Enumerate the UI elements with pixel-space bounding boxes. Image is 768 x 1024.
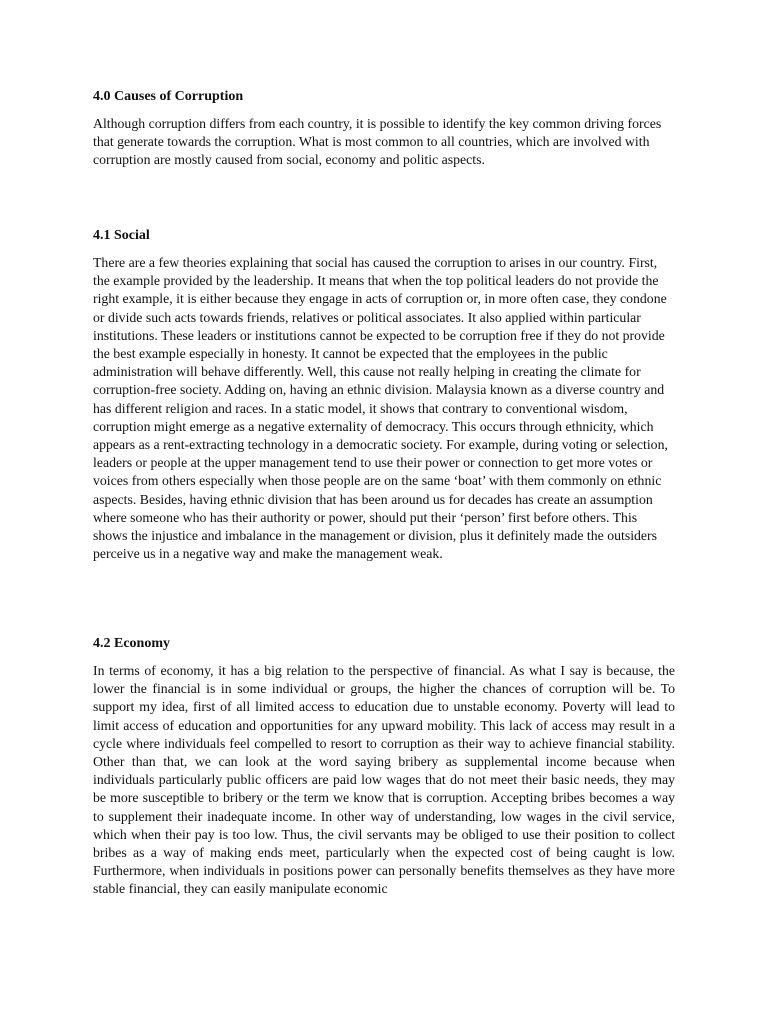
section-social (93, 227, 675, 563)
section-heading: 4.0 Causes of Corruption (93, 89, 244, 104)
section-heading: 4.1 Social (93, 228, 150, 243)
section-economy (93, 635, 675, 899)
section-paragraph: Although corruption differs from each country, it is possible to identify the key common driving forces that generate towards the corruption. What is most common to all countries, which are involved with corruption are mostly caused from social, economy and politic aspects. (93, 116, 662, 168)
section-causes-of-corruption (93, 88, 675, 170)
section-paragraph: In terms of economy, it has a big relation to the perspective of financial. As what I say is because, the lower the financial is in some individual or groups, the higher the chances of corruption will be. To support my idea, first of all limited access to education due to unstable economy. Poverty will lead to limit access of education and opportunities for any upward mobility. This lack of access may result in a cycle where individuals feel compelled to resort to corruption as their way to achieve financial stability. Other than that, we can look at the word saying bribery as supplemental income because when individuals particularly public officers are paid low wages that do not meet their basic needs, they may be more susceptible to bribery or the term we know that is corruption. Accepting bribes becomes a way to supplement their inadequate income. In other way of understanding, low wages in the civil service, which when their pay is too low. Thus, the civil servants may be obliged to use their position to collect bribes as a way of making ends meet, particularly when the expected cost of being caught is low. Furthermore, when individuals in positions power can personally benefits themselves as they have more stable financial, they can easily manipulate economic (93, 663, 675, 897)
section-paragraph: There are a few theories explaining that social has caused the corruption to arises in our country. First, the example provided by the leadership. It means that when the top political leaders do not provide the right example, it is either because they engage in acts of corruption or, in more often case, they condone or divide such acts towards friends, relatives or political associates. It also applied within particular institutions. These leaders or institutions cannot be expected to be corruption free if they do not provide the best example especially in honesty. It cannot be expected that the employees in the public administration will behave differently. Well, this cause not really helping in creating the climate for corruption-free society. Adding on, having an ethnic division. Malaysia known as a diverse country and has different religion and races. In a static model, it shows that contrary to conventional wisdom, corruption might emerge as a negative externality of democracy. This occurs through ethnicity, which appears as a rent-extracting technology in a democratic society. For example, during voting or selection, leaders or people at the upper management tend to use their power or connection to get more votes or voices from others especially when those people are on the same ‘boat’ with them commonly on ethnic aspects. Besides, having ethnic division that has been around us for decades has create an assumption where someone who has their authority or power, should put their ‘person’ first before others. This shows the injustice and imbalance in the management or division, plus it definitely made the outsiders perceive us in a negative way and make the management weak. (93, 255, 668, 562)
section-heading: 4.2 Economy (93, 636, 170, 651)
